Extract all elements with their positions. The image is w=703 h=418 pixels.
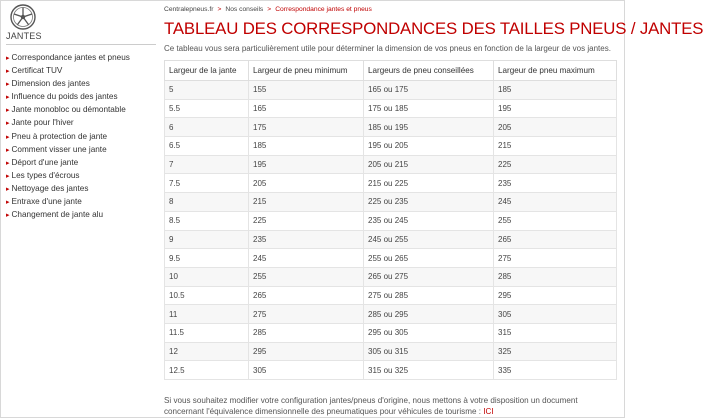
sidebar-nav — [6, 52, 156, 222]
sidebar-nav-item[interactable] — [6, 131, 156, 144]
triangle-right-icon: ▸ — [6, 94, 10, 102]
table-row — [165, 99, 617, 118]
sidebar-nav-label: Nettoyage des jantes — [11, 183, 89, 193]
table-cell: 285 — [494, 267, 617, 286]
table-cell: 255 — [249, 267, 364, 286]
breadcrumb — [164, 6, 616, 13]
document-link[interactable]: ICI — [483, 407, 494, 416]
intro-text: Ce tableau vous sera particulièrement utile pour déterminer la dimension de vos pneus en fonction de la largeur de vos jantes. — [164, 44, 611, 53]
table-cell: 195 ou 205 — [364, 137, 494, 156]
table-cell: 7 — [165, 155, 249, 174]
table-cell: 285 — [249, 323, 364, 342]
sidebar-nav-label: Influence du poids des jantes — [11, 92, 118, 102]
table-header-row — [165, 61, 617, 81]
table-cell: 265 ou 275 — [364, 267, 494, 286]
table-cell: 9.5 — [165, 249, 249, 268]
table-row — [165, 211, 617, 230]
sidebar-nav-item[interactable] — [6, 157, 156, 170]
sidebar-nav-label: Jante pour l'hiver — [11, 118, 74, 128]
table-cell: 315 — [494, 323, 617, 342]
table-cell: 165 ou 175 — [364, 81, 494, 100]
table-cell: 275 — [494, 249, 617, 268]
size-table — [164, 60, 617, 380]
sidebar-nav-item[interactable] — [6, 144, 156, 157]
table-cell: 235 ou 245 — [364, 211, 494, 230]
divider — [6, 44, 156, 45]
sidebar-nav-label: Pneu à protection de jante — [11, 131, 108, 141]
table-cell: 275 — [249, 305, 364, 324]
sidebar-nav-label: Changement de jante alu — [11, 210, 104, 220]
table-cell: 8 — [165, 193, 249, 212]
sidebar-nav-item[interactable] — [6, 65, 156, 78]
table-cell: 185 ou 195 — [364, 118, 494, 137]
table-cell: 205 — [249, 174, 364, 193]
table-row — [165, 118, 617, 137]
table-cell: 225 ou 235 — [364, 193, 494, 212]
triangle-right-icon: ▸ — [6, 199, 10, 207]
table-header-cell: Largeur de pneu minimum — [249, 61, 364, 81]
sidebar-nav-item[interactable] — [6, 183, 156, 196]
breadcrumb-section[interactable]: Nos conseils — [225, 6, 264, 13]
table-cell: 265 — [249, 286, 364, 305]
table-cell: 245 ou 255 — [364, 230, 494, 249]
table-cell: 8.5 — [165, 211, 249, 230]
sidebar-nav-item[interactable] — [6, 78, 156, 91]
table-cell: 175 — [249, 118, 364, 137]
table-cell: 7.5 — [165, 174, 249, 193]
table-cell: 275 ou 285 — [364, 286, 494, 305]
table-cell: 255 — [494, 211, 617, 230]
sidebar-nav-item[interactable] — [6, 91, 156, 104]
triangle-right-icon: ▸ — [6, 68, 10, 76]
table-cell: 195 — [249, 155, 364, 174]
table-cell: 305 ou 315 — [364, 342, 494, 361]
table-cell: 215 ou 225 — [364, 174, 494, 193]
sidebar-nav-label: Déport d'une jante — [11, 157, 79, 167]
table-row — [165, 267, 617, 286]
triangle-right-icon: ▸ — [6, 185, 10, 193]
breadcrumb-separator: > — [217, 6, 222, 13]
table-cell: 245 — [249, 249, 364, 268]
table-cell: 305 — [249, 361, 364, 380]
triangle-right-icon: ▸ — [6, 107, 10, 115]
table-cell: 205 ou 215 — [364, 155, 494, 174]
sidebar-nav-item[interactable] — [6, 117, 156, 130]
main-content — [164, 6, 703, 380]
table-cell: 225 — [249, 211, 364, 230]
table-cell: 295 ou 305 — [364, 323, 494, 342]
triangle-right-icon: ▸ — [6, 120, 10, 128]
table-cell: 325 — [494, 342, 617, 361]
triangle-right-icon: ▸ — [6, 55, 10, 62]
table-cell: 305 — [494, 305, 617, 324]
table-cell: 185 — [494, 81, 617, 100]
table-row — [165, 174, 617, 193]
table-row — [165, 249, 617, 268]
outro-text — [164, 395, 616, 417]
table-cell: 12 — [165, 342, 249, 361]
sidebar-nav-label: Jante monobloc ou démontable — [11, 105, 126, 115]
table-cell: 6.5 — [165, 137, 249, 156]
sidebar-nav-label: Certificat TUV — [11, 66, 63, 76]
triangle-right-icon: ▸ — [6, 212, 10, 220]
table-cell: 11.5 — [165, 323, 249, 342]
table-cell: 185 — [249, 137, 364, 156]
table-cell: 6 — [165, 118, 249, 137]
table-cell: 235 — [249, 230, 364, 249]
triangle-right-icon: ▸ — [6, 172, 10, 180]
breadcrumb-separator: > — [267, 6, 272, 13]
table-cell: 245 — [494, 193, 617, 212]
table-cell: 255 ou 265 — [364, 249, 494, 268]
table-row — [165, 286, 617, 305]
sidebar-nav-item[interactable] — [6, 170, 156, 183]
sidebar-nav-label: Comment visser une jante — [11, 144, 107, 154]
sidebar-nav-label: Entraxe d'une jante — [11, 197, 82, 207]
sidebar-brand: JANTES — [6, 31, 42, 41]
table-row — [165, 137, 617, 156]
table-cell: 11 — [165, 305, 249, 324]
table-cell: 5.5 — [165, 99, 249, 118]
table-cell: 195 — [494, 99, 617, 118]
sidebar — [6, 4, 156, 222]
sidebar-nav-item[interactable] — [6, 196, 156, 209]
table-header-cell: Largeur de pneu maximum — [494, 61, 617, 81]
table-cell: 285 ou 295 — [364, 305, 494, 324]
sidebar-nav-label: Dimension des jantes — [11, 79, 90, 89]
table-row — [165, 230, 617, 249]
triangle-right-icon: ▸ — [6, 81, 10, 89]
table-row — [165, 305, 617, 324]
table-cell: 295 — [249, 342, 364, 361]
sidebar-nav-item[interactable] — [6, 104, 156, 117]
table-cell: 265 — [494, 230, 617, 249]
table-cell: 225 — [494, 155, 617, 174]
table-row — [165, 155, 617, 174]
table-cell: 215 — [249, 193, 364, 212]
table-cell: 165 — [249, 99, 364, 118]
table-cell: 215 — [494, 137, 617, 156]
table-cell: 175 ou 185 — [364, 99, 494, 118]
table-cell: 155 — [249, 81, 364, 100]
sidebar-nav-label: Les types d'écrous — [11, 170, 80, 180]
triangle-right-icon: ▸ — [6, 146, 10, 154]
table-cell: 9 — [165, 230, 249, 249]
triangle-right-icon: ▸ — [6, 133, 10, 141]
triangle-right-icon: ▸ — [6, 159, 10, 167]
table-row — [165, 193, 617, 212]
table-cell: 205 — [494, 118, 617, 137]
page-title: TABLEAU DES CORRESPONDANCES DES TAILLES PNEUS / JANTES — [164, 19, 703, 38]
table-cell: 235 — [494, 174, 617, 193]
table-cell: 10.5 — [165, 286, 249, 305]
table-row — [165, 342, 617, 361]
table-cell: 10 — [165, 267, 249, 286]
table-header-cell: Largeur de la jante — [165, 61, 249, 81]
table-cell: 295 — [494, 286, 617, 305]
sidebar-nav-label: Correspondance jantes et pneus — [11, 53, 130, 62]
outro-body: Si vous souhaitez modifier votre configuration jantes/pneus d'origine, nous mettons à votre disposition un document concernant l'équivalence dimensionnelle des pneumatiques pour véhicules de tourisme : — [164, 396, 578, 416]
table-cell: 12.5 — [165, 361, 249, 380]
table-row — [165, 81, 617, 100]
table-row — [165, 323, 617, 342]
wheel-rim-icon — [10, 4, 36, 30]
table-cell: 335 — [494, 361, 617, 380]
sidebar-nav-item[interactable] — [6, 209, 156, 222]
table-header-cell: Largeurs de pneu conseillées — [364, 61, 494, 81]
table-row — [165, 361, 617, 380]
breadcrumb-current: Correspondance jantes et pneus — [275, 6, 372, 13]
sidebar-nav-item[interactable] — [6, 52, 156, 65]
table-cell: 5 — [165, 81, 249, 100]
logo[interactable] — [6, 4, 156, 45]
table-cell: 315 ou 325 — [364, 361, 494, 380]
breadcrumb-home[interactable]: Centralepneus.fr — [164, 6, 214, 13]
